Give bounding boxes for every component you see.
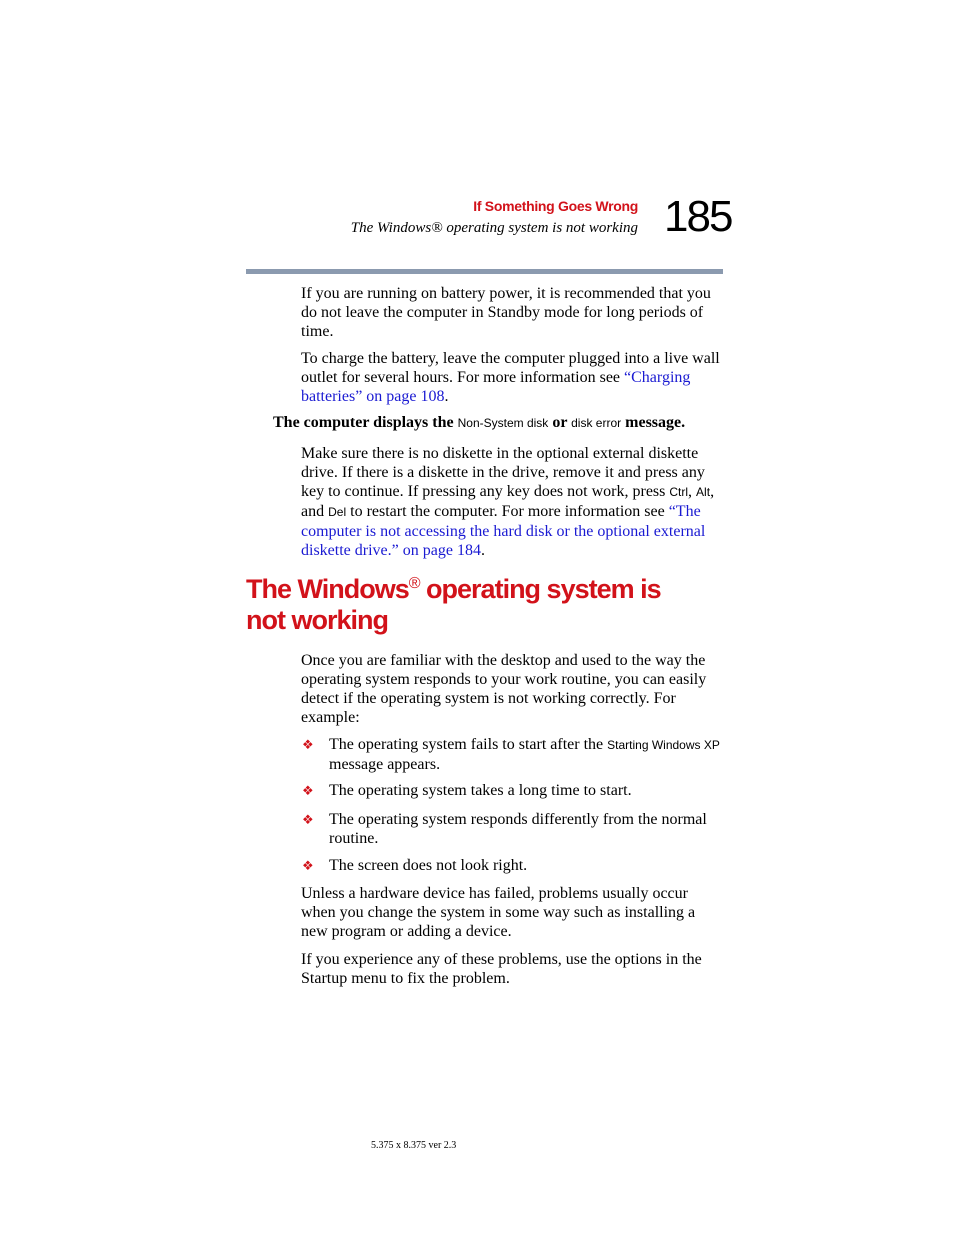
code-disk-error: disk error — [571, 416, 622, 430]
paragraph-end: . — [480, 542, 485, 559]
section-heading — [246, 574, 706, 636]
question-suffix: message. — [621, 414, 686, 431]
question-heading — [273, 414, 685, 432]
separator: , and — [301, 483, 715, 520]
link-charging-batteries[interactable]: “Charging batteries” on page 108 — [301, 369, 691, 405]
running-header — [351, 198, 638, 237]
key-alt: Alt — [696, 485, 711, 499]
key-del: Del — [328, 505, 347, 519]
bullet-text: The operating system fails to start after the — [329, 736, 608, 753]
paragraph-text: Make sure there is no diskette in the optional external diskette drive. If there is a diskette in the drive, remove it and press any key to continue. If pressing any key does not work, press — [301, 445, 705, 500]
paragraph-text: to restart the computer. For more information see — [346, 503, 669, 520]
bullet-diamond-icon: ❖ — [302, 812, 314, 827]
link-hard-disk[interactable]: “The computer is not accessing the hard disk or the optional external diskette drive.” on page 184 — [301, 503, 706, 559]
bullet-text: The operating system takes a long time to start. — [329, 782, 632, 799]
paragraph-charge — [301, 349, 725, 406]
paragraph-startup: If you experience any of these problems, use the options in the Startup menu to fix the problem. — [301, 951, 702, 987]
paragraph-hardware: Unless a hardware device has failed, problems usually occur when you change the system in some way such as installing a new program or adding a device. — [301, 885, 696, 940]
question-middle: or — [548, 414, 572, 431]
separator: , — [688, 483, 697, 500]
bullet-text: The screen does not look right. — [329, 857, 528, 874]
paragraph-text: To charge the battery, leave the computer plugged into a live wall outlet for several hours. For more information see — [301, 350, 720, 386]
heading-part2: operating system is not working — [246, 574, 661, 635]
list-item — [301, 781, 725, 800]
heading-part1: The Windows — [246, 574, 409, 604]
list-item — [301, 810, 725, 848]
paragraph-end: . — [444, 388, 449, 405]
page-number: 185 — [664, 192, 732, 241]
bullet-text: The operating system responds differently from the normal routine. — [329, 811, 707, 847]
subsection-title: The Windows® operating system is not working — [350, 220, 638, 236]
header-rule — [246, 269, 723, 274]
paragraph-intro: Once you are familiar with the desktop and used to the way the operating system responds to your work routine, you can easily detect if the operating system is not working correctly. For example: — [301, 652, 707, 726]
section-name: If Something Goes Wrong — [473, 198, 638, 214]
key-ctrl: Ctrl — [669, 485, 689, 499]
bullet-diamond-icon: ❖ — [302, 737, 314, 752]
code-starting-windows: Starting Windows XP — [607, 738, 720, 752]
footer-version: 5.375 x 8.375 ver 2.3 — [371, 1140, 457, 1151]
list-item — [301, 735, 725, 774]
paragraph-standby: If you are running on battery power, it is recommended that you do not leave the computer in Standby mode for long periods of time. — [301, 285, 711, 340]
code-non-system-disk: Non-System disk — [457, 416, 549, 430]
list-item — [301, 856, 725, 875]
bullet-diamond-icon: ❖ — [302, 783, 314, 798]
registered-mark: ® — [408, 575, 420, 592]
question-prefix: The computer displays the — [273, 414, 458, 431]
bullet-text: message appears. — [329, 756, 441, 773]
bullet-diamond-icon: ❖ — [302, 858, 314, 873]
paragraph-diskette — [301, 444, 725, 560]
